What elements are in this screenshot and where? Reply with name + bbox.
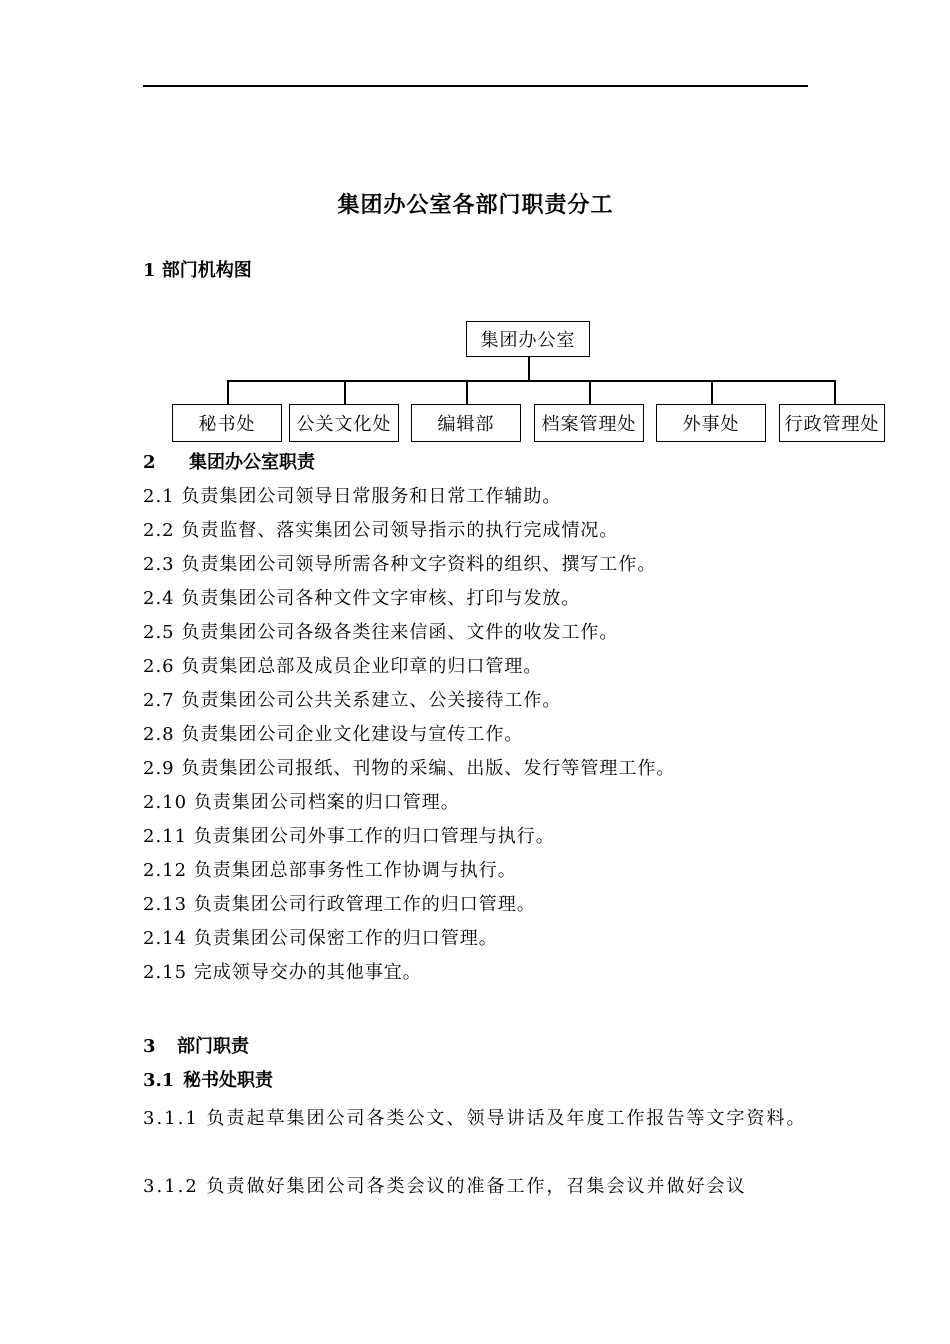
org-connector-child: [589, 380, 591, 404]
section3-title: 部门职责: [177, 1036, 249, 1057]
org-child-box: 公关文化处: [289, 404, 399, 442]
org-child-box: 编辑部: [411, 404, 521, 442]
duty-item: 2.1 负责集团公司领导日常服务和日常工作辅助。: [143, 486, 562, 507]
duty-item: 2.6 负责集团总部及成员企业印章的归口管理。: [143, 656, 543, 677]
org-connector-child: [834, 380, 836, 404]
header-rule: [143, 85, 808, 87]
org-connector-child: [711, 380, 713, 404]
org-child-box: 外事处: [656, 404, 766, 442]
duty-item: 2.2 负责监督、落实集团公司领导指示的执行完成情况。: [143, 520, 619, 541]
section2-heading: [143, 450, 315, 476]
duty-item: 2.7 负责集团公司公共关系建立、公关接待工作。: [143, 690, 562, 711]
subsection-number: 3.1: [143, 1070, 175, 1091]
duty-item: 2.10 负责集团公司档案的归口管理。: [143, 792, 460, 813]
duty-item: 2.5 负责集团公司各级各类往来信函、文件的收发工作。: [143, 622, 619, 643]
duty-item: 2.15 完成领导交办的其他事宜。: [143, 962, 422, 983]
section3-number: 3: [143, 1036, 156, 1057]
duty-item: 2.8 负责集团公司企业文化建设与宣传工作。: [143, 724, 524, 745]
section2-title: 集团办公室职责: [189, 452, 315, 473]
secretariat-duty-item: 3.1.1 负责起草集团公司各类公文、领导讲话及年度工作报告等文字资料。: [143, 1108, 807, 1129]
secretariat-duty-item: 3.1.2 负责做好集团公司各类会议的准备工作，召集会议并做好会议: [143, 1176, 747, 1197]
duty-item: 2.11 负责集团公司外事工作的归口管理与执行。: [143, 826, 555, 847]
duty-item: 2.12 负责集团总部事务性工作协调与执行。: [143, 860, 517, 881]
org-connector-child: [466, 380, 468, 404]
subsection-title: 秘书处职责: [183, 1070, 273, 1091]
duty-item: 2.14 负责集团公司保密工作的归口管理。: [143, 928, 498, 949]
org-child-box: 秘书处: [172, 404, 282, 442]
section2-number: 2: [143, 452, 156, 473]
section1-heading: 1 部门机构图: [143, 260, 252, 281]
org-child-box: 档案管理处: [534, 404, 644, 442]
duty-item: 2.4 负责集团公司各种文件文字审核、打印与发放。: [143, 588, 581, 609]
org-child-box: 行政管理处: [779, 404, 885, 442]
document-title: 集团办公室各部门职责分工: [337, 192, 614, 218]
org-connector-horizontal: [227, 380, 836, 382]
org-connector-root: [528, 357, 530, 381]
org-connector-child: [344, 380, 346, 404]
section3-heading: [143, 1034, 249, 1060]
org-connector-child: [227, 380, 229, 404]
subsection-heading: [143, 1068, 273, 1094]
duty-item: 2.3 负责集团公司领导所需各种文字资料的组织、撰写工作。: [143, 554, 657, 575]
duty-item: 2.13 负责集团公司行政管理工作的归口管理。: [143, 894, 536, 915]
duty-item: 2.9 负责集团公司报纸、刊物的采编、出版、发行等管理工作。: [143, 758, 676, 779]
org-root-box: 集团办公室: [466, 321, 590, 357]
